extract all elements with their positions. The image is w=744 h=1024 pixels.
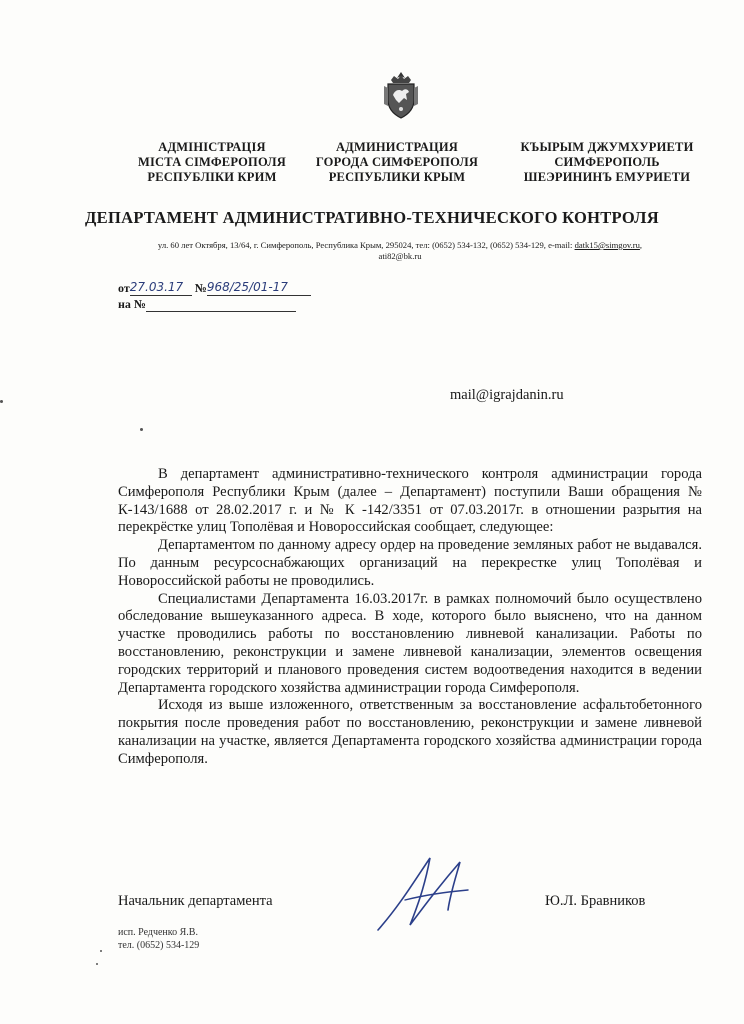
header-crh-line: ШЕЭРИНИНЪ ЕМУРИЕТИ xyxy=(523,170,691,184)
body-paragraph: Исходя из выше изложенного, ответственным за восстановление асфальтобетонного покрытия после проведения работ по восстановлению, реконструкции и замене ливневой канализации на участке, является Департамента городского хозяйства администрации города Симферополя. xyxy=(118,697,702,767)
header-ua-line: МІСТА СІМФЕРОПОЛЯ xyxy=(137,155,286,169)
coat-of-arms-icon xyxy=(382,70,420,120)
header-ua-line: РЕСПУБЛІКИ КРИМ xyxy=(147,170,277,184)
body-paragraph: В департамент административно-технического контроля администрации города Симферополя Республики Крым (далее – Департамент) поступили Ваши обращения № К-143/1688 от 28.02.2017 г. и № К -142/3351 от 07.03.2017г. в отношении разрытия на перекрёстке улиц Тополёвая и Новороссийская сообщает, следующее: xyxy=(118,466,702,536)
header-ru-line: ГОРОДА СИМФЕРОПОЛЯ xyxy=(315,155,479,169)
executor-phone: тел. (0652) 534-129 xyxy=(118,940,200,951)
from-label: от xyxy=(118,281,130,295)
scan-speck xyxy=(140,428,143,431)
address-email-2: ati82@bk.ru xyxy=(378,251,422,261)
header-ru xyxy=(297,140,497,185)
scan-speck xyxy=(0,400,3,403)
header-ru-line: РЕСПУБЛИКИ КРЫМ xyxy=(328,170,466,184)
signatory-title: Начальник департамента xyxy=(118,893,273,909)
header-crh xyxy=(507,140,707,185)
header-crh-line: СИМФЕРОПОЛЬ xyxy=(554,155,660,169)
reference-date: 27.03.17 xyxy=(129,280,184,294)
header-ua-line: АДМІНІСТРАЦІЯ xyxy=(158,140,266,154)
email-link[interactable]: datk15@simgov.ru xyxy=(574,240,640,250)
address-block: ул. 60 лет Октября, 13/64, г. Симферополь, Республика Крым, 295024, тел: (0652) 534-132, (0652) 534-129, e-mail: datk15@simgov.ru, ati82@bk.ru xyxy=(157,240,643,261)
header-crh-line: КЪЫРЫМ ДЖУМХУРИЕТИ xyxy=(520,140,694,154)
header-ru-line: АДМИНИСТРАЦИЯ xyxy=(335,140,459,154)
reference-block xyxy=(118,280,311,312)
recipient-email: mail@igrajdanin.ru xyxy=(450,387,564,403)
executor-name: исп. Редченко Я.В. xyxy=(118,927,198,938)
number-label: № xyxy=(194,281,207,295)
department-title: ДЕПАРТАМЕНТ АДМИНИСТРАТИВНО-ТЕХНИЧЕСКОГО КОНТРОЛЯ xyxy=(85,208,659,227)
to-number-label: на № xyxy=(118,297,146,311)
scan-speck xyxy=(96,963,98,965)
address-line: ул. 60 лет Октября, 13/64, г. Симферополь, Республика Крым, 295024, тел: (0652) 534-132, (0652) 534-129, e-mail: xyxy=(157,240,575,250)
executor-block xyxy=(118,926,199,952)
signatory-name: Ю.Л. Бравников xyxy=(545,893,646,909)
signature-icon xyxy=(370,850,480,940)
letter-body xyxy=(118,466,702,769)
body-paragraph: Специалистами Департамента 16.03.2017г. в рамках полномочий было осуществлено обследование вышеуказанного адреса. В ходе, которого было выяснено, что на данном участке проводились работы по восстановлению ливневой канализации. Работы по восстановлению, реконструкции и замене ливневой канализации, элементов освещения городских территорий и планового проведения систем водоотведения находится в ведении Департамента городского хозяйства администрации города Симферополя. xyxy=(118,590,702,696)
reference-number: 968/25/01-17 xyxy=(206,280,288,294)
scan-speck xyxy=(100,950,102,952)
body-paragraph: Департаментом по данному адресу ордер на проведение земляных работ не выдавался. По данным ресурсоснабжающих организаций на перекрестке улиц Тополёвая и Новороссийской работы не проводились. xyxy=(118,537,702,589)
header-ua xyxy=(112,140,312,185)
